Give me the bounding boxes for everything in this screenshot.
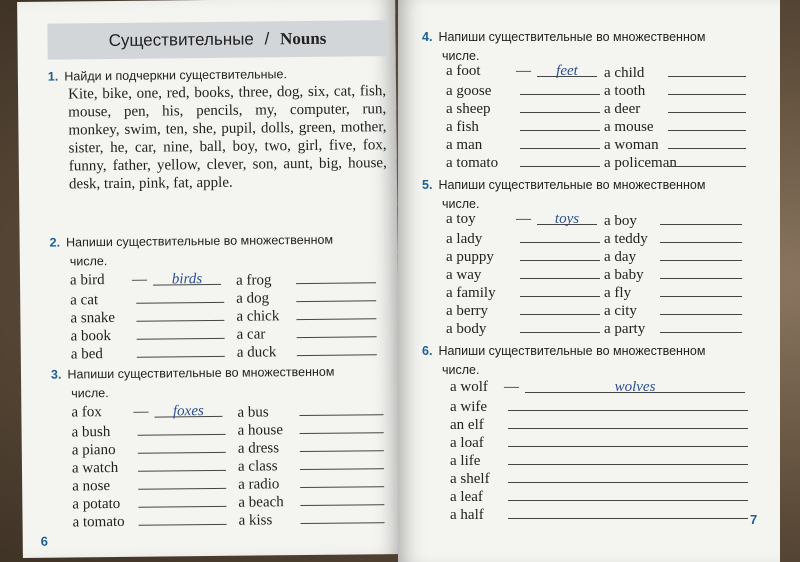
exercise-row (446, 282, 600, 300)
answer-blank[interactable] (138, 438, 226, 454)
answer-blank[interactable] (508, 450, 748, 465)
answer-blank[interactable] (520, 116, 600, 131)
singular-noun: a tooth (604, 83, 646, 99)
exercise-row (604, 62, 746, 80)
singular-noun: a party (604, 321, 646, 337)
exercise-row (446, 318, 600, 336)
singular-noun: a family (446, 285, 496, 301)
singular-noun: a radio (238, 476, 280, 493)
exercise-5-left-column (446, 210, 600, 336)
singular-noun: a fish (446, 119, 479, 135)
answer-blank[interactable] (136, 324, 224, 340)
exercise-row (450, 450, 748, 468)
exercise-6-text-cont: числе. (442, 363, 480, 377)
answer-blank[interactable] (668, 62, 746, 77)
answer-blank[interactable] (299, 418, 383, 434)
answer-blank[interactable] (660, 210, 742, 225)
exercise-row (237, 340, 377, 359)
answer-blank[interactable]: birds (153, 270, 221, 286)
singular-noun: a city (604, 303, 637, 319)
exercise-row (450, 396, 748, 414)
singular-noun: a wife (450, 399, 488, 415)
exercise-row (604, 152, 746, 170)
exercise-row (604, 116, 746, 134)
exercise-row (450, 504, 748, 522)
answer-blank[interactable] (520, 80, 600, 95)
singular-noun: a bush (71, 424, 111, 441)
singular-noun: a book (70, 328, 112, 345)
exercise-3-number: 3. (50, 367, 62, 382)
singular-noun: a house (237, 422, 284, 439)
page-title (47, 20, 387, 60)
answer-blank[interactable] (508, 414, 748, 429)
answer-blank[interactable] (138, 456, 226, 472)
exercise-row (70, 288, 224, 308)
answer-blank[interactable]: wolves (525, 378, 745, 393)
exercise-3-text: Напиши существительные во множественном (67, 364, 335, 382)
dash: — (516, 211, 531, 227)
exercise-row (72, 492, 226, 512)
singular-noun: a leaf (450, 489, 483, 505)
exercise-6-instruction (422, 342, 705, 380)
page-number-left: 6 (40, 533, 49, 549)
singular-noun: a class (237, 458, 278, 475)
exercise-2-right-column (236, 268, 377, 359)
exercise-row (604, 210, 742, 228)
singular-noun: a dog (236, 290, 270, 307)
answer-blank[interactable] (138, 474, 226, 490)
singular-noun: a teddy (604, 231, 648, 247)
answer-blank[interactable] (668, 80, 746, 95)
exercise-row (72, 510, 226, 530)
answer-blank[interactable] (520, 318, 600, 333)
answer-blank[interactable]: foxes (154, 402, 222, 418)
singular-noun: a foot (446, 63, 481, 79)
dash: — (516, 63, 531, 79)
singular-noun: a child (604, 65, 645, 81)
exercise-row (70, 270, 224, 290)
exercise-row (604, 228, 742, 246)
singular-noun: a mouse (604, 119, 654, 135)
exercise-row (446, 264, 600, 282)
exercise-row (71, 342, 225, 362)
answer-blank[interactable] (508, 468, 748, 483)
singular-noun: a body (446, 321, 487, 337)
answer-blank[interactable] (137, 420, 225, 436)
answer-blank[interactable] (660, 246, 742, 261)
singular-noun: an elf (450, 417, 484, 433)
singular-noun: a wolf (450, 379, 488, 395)
exercise-row (604, 318, 742, 336)
singular-noun: a bus (237, 404, 269, 421)
exercise-4-right-column (604, 62, 746, 170)
answer-blank[interactable] (300, 472, 384, 488)
exercise-row (72, 456, 226, 476)
answer-blank[interactable] (296, 268, 376, 284)
answer-blank[interactable] (660, 300, 742, 315)
right-page (398, 0, 780, 562)
exercise-5-text-cont: числе. (442, 197, 480, 211)
singular-noun: a watch (71, 459, 119, 477)
exercise-5-right-column (604, 210, 742, 336)
singular-noun: a potato (72, 495, 121, 513)
exercise-2-instruction (50, 231, 334, 272)
answer-blank[interactable] (660, 282, 742, 297)
singular-noun: a car (236, 326, 266, 343)
singular-noun: a goose (446, 83, 492, 99)
answer-blank[interactable] (296, 304, 376, 320)
singular-noun: a dress (237, 440, 280, 457)
exercise-row (70, 306, 224, 326)
exercise-3-text-cont: числе. (71, 386, 109, 401)
singular-noun: a policeman (604, 155, 677, 171)
singular-noun: a way (446, 267, 482, 283)
singular-noun: a berry (446, 303, 489, 319)
answer-blank[interactable] (137, 342, 225, 358)
exercise-row (604, 300, 742, 318)
singular-noun: a fox (71, 404, 102, 421)
singular-noun: a tomato (446, 155, 499, 171)
exercise-1-number: 1. (47, 69, 59, 84)
exercise-6-number: 6. (422, 344, 433, 358)
answer-blank[interactable] (660, 228, 742, 243)
singular-noun: a shelf (450, 471, 490, 487)
exercise-row (604, 134, 746, 152)
title-english: Nouns (279, 28, 327, 49)
exercise-row (237, 400, 383, 420)
answer-blank[interactable] (296, 286, 376, 302)
singular-noun: a frog (235, 272, 272, 289)
answer-blank[interactable] (520, 98, 600, 113)
dash: — (504, 379, 519, 395)
exercise-6-text: Напиши существительные во множественном (438, 344, 706, 358)
answer-blank[interactable] (668, 98, 746, 113)
singular-noun: a deer (604, 101, 641, 117)
exercise-2-text-cont: числе. (69, 254, 108, 269)
exercise-row (450, 486, 748, 504)
exercise-row (446, 80, 600, 98)
exercise-row (70, 324, 224, 344)
answer-blank[interactable] (508, 504, 748, 519)
singular-noun: a piano (71, 441, 116, 459)
exercise-2-number: 2. (49, 235, 61, 250)
exercise-row (604, 282, 742, 300)
exercise-row (72, 438, 226, 458)
exercise-2-left-column (70, 270, 225, 362)
singular-noun: a woman (604, 137, 659, 153)
left-page (17, 0, 401, 558)
exercise-row (72, 474, 226, 494)
exercise-6-list (450, 378, 748, 522)
answer-blank[interactable] (508, 396, 748, 411)
answer-blank[interactable] (508, 486, 748, 501)
exercise-row (450, 414, 748, 432)
answer-blank[interactable] (660, 264, 742, 279)
answer-blank[interactable] (300, 490, 384, 506)
answer-blank[interactable] (138, 492, 226, 508)
exercise-4-text: Напиши существительные во множественном (438, 30, 706, 44)
exercise-row (446, 210, 600, 228)
answer-blank[interactable]: toys (537, 210, 597, 225)
exercise-3-instruction (51, 363, 335, 404)
exercise-row (446, 62, 600, 80)
singular-noun: a fly (604, 285, 632, 301)
exercise-row (71, 402, 225, 422)
answer-blank[interactable] (520, 228, 600, 243)
exercise-4-left-column (446, 62, 600, 170)
exercise-row (450, 468, 748, 486)
singular-noun: a sheep (446, 101, 491, 117)
answer-blank[interactable] (520, 152, 600, 167)
answer-blank[interactable] (136, 288, 224, 304)
singular-noun: a life (450, 453, 481, 469)
singular-noun: a cat (70, 292, 99, 309)
singular-noun: a chick (236, 308, 280, 325)
answer-blank[interactable] (668, 116, 746, 131)
answer-blank[interactable] (520, 282, 600, 297)
exercise-row (604, 98, 746, 116)
singular-noun: a man (446, 137, 483, 153)
exercise-row (604, 80, 746, 98)
exercise-row (446, 300, 600, 318)
exercise-row (238, 472, 384, 492)
exercise-4-number: 4. (422, 30, 433, 44)
answer-blank[interactable] (138, 510, 226, 526)
singular-noun: a beach (238, 494, 284, 511)
answer-blank[interactable] (300, 508, 384, 524)
answer-blank[interactable] (296, 322, 376, 338)
exercise-row (71, 420, 225, 440)
exercise-row (446, 116, 600, 134)
exercise-row (604, 246, 742, 264)
dash: — (133, 403, 149, 420)
exercise-row (237, 418, 383, 438)
singular-noun: a nose (72, 478, 111, 495)
dash: — (131, 271, 148, 288)
answer-blank[interactable] (520, 300, 600, 315)
exercise-row (446, 134, 600, 152)
exercise-row (238, 508, 384, 528)
answer-blank[interactable] (299, 400, 383, 416)
singular-noun: a day (604, 249, 637, 265)
singular-noun: a snake (70, 309, 116, 327)
exercise-row (236, 322, 376, 341)
singular-noun: a duck (236, 344, 277, 361)
exercise-1-word-list: Kite, bike, one, red, books, three, dog, six, cat, fish, mouse, pen, his, pencils, my, computer, run, monkey, swim, ten, she, pupil, dolls, green, mother, sister, he, car, nine, ball, boy, two, girl, five, fox, funny, father, yellow, clever, son, aunt, big, house, desk, train, pink, fat, apple. (67, 83, 387, 193)
exercise-row (236, 286, 376, 305)
singular-noun: a loaf (450, 435, 484, 451)
exercise-5-text: Напиши существительные во множественном (438, 178, 706, 192)
answer-blank[interactable] (136, 306, 224, 322)
exercise-3-right-column (237, 400, 384, 528)
exercise-row (604, 264, 742, 282)
answer-blank[interactable] (508, 432, 748, 447)
exercise-row (446, 228, 600, 246)
exercise-row (236, 304, 376, 323)
singular-noun: a boy (604, 213, 637, 229)
answer-blank[interactable]: feet (537, 62, 597, 77)
exercise-row (238, 490, 384, 510)
answer-blank[interactable] (668, 134, 746, 149)
exercise-row (450, 378, 748, 396)
singular-noun: a bird (69, 272, 105, 289)
exercise-row (446, 246, 600, 264)
answer-blank[interactable] (520, 246, 600, 261)
exercise-5-number: 5. (422, 178, 433, 192)
answer-blank[interactable] (300, 454, 384, 470)
exercise-row (446, 152, 600, 170)
singular-noun: a lady (446, 231, 483, 247)
answer-blank[interactable] (297, 340, 377, 356)
singular-noun: a toy (446, 211, 476, 227)
answer-blank[interactable] (300, 436, 384, 452)
exercise-row (238, 436, 384, 456)
exercise-row (450, 432, 748, 450)
answer-blank[interactable] (520, 134, 600, 149)
exercise-row (236, 268, 376, 287)
singular-noun: a kiss (238, 512, 273, 529)
exercise-1-text: Найди и подчеркни существительные. (64, 67, 287, 84)
page-number-right: 7 (750, 512, 758, 527)
title-separator: / (264, 29, 270, 49)
exercise-4-text-cont: числе. (442, 49, 480, 63)
answer-blank[interactable] (660, 318, 742, 333)
singular-noun: a bed (70, 346, 103, 363)
singular-noun: a half (450, 507, 484, 523)
answer-blank[interactable] (668, 152, 746, 167)
title-russian: Существительные (108, 29, 254, 51)
exercise-4-instruction (422, 28, 705, 66)
exercise-row (238, 454, 384, 474)
singular-noun: a tomato (72, 513, 125, 531)
singular-noun: a baby (604, 267, 644, 283)
exercise-3-left-column (71, 402, 226, 530)
answer-blank[interactable] (520, 264, 600, 279)
singular-noun: a puppy (446, 249, 494, 265)
exercise-row (446, 98, 600, 116)
exercise-5-instruction (422, 176, 705, 214)
exercise-2-text: Напиши существительные во множественном (65, 232, 334, 250)
